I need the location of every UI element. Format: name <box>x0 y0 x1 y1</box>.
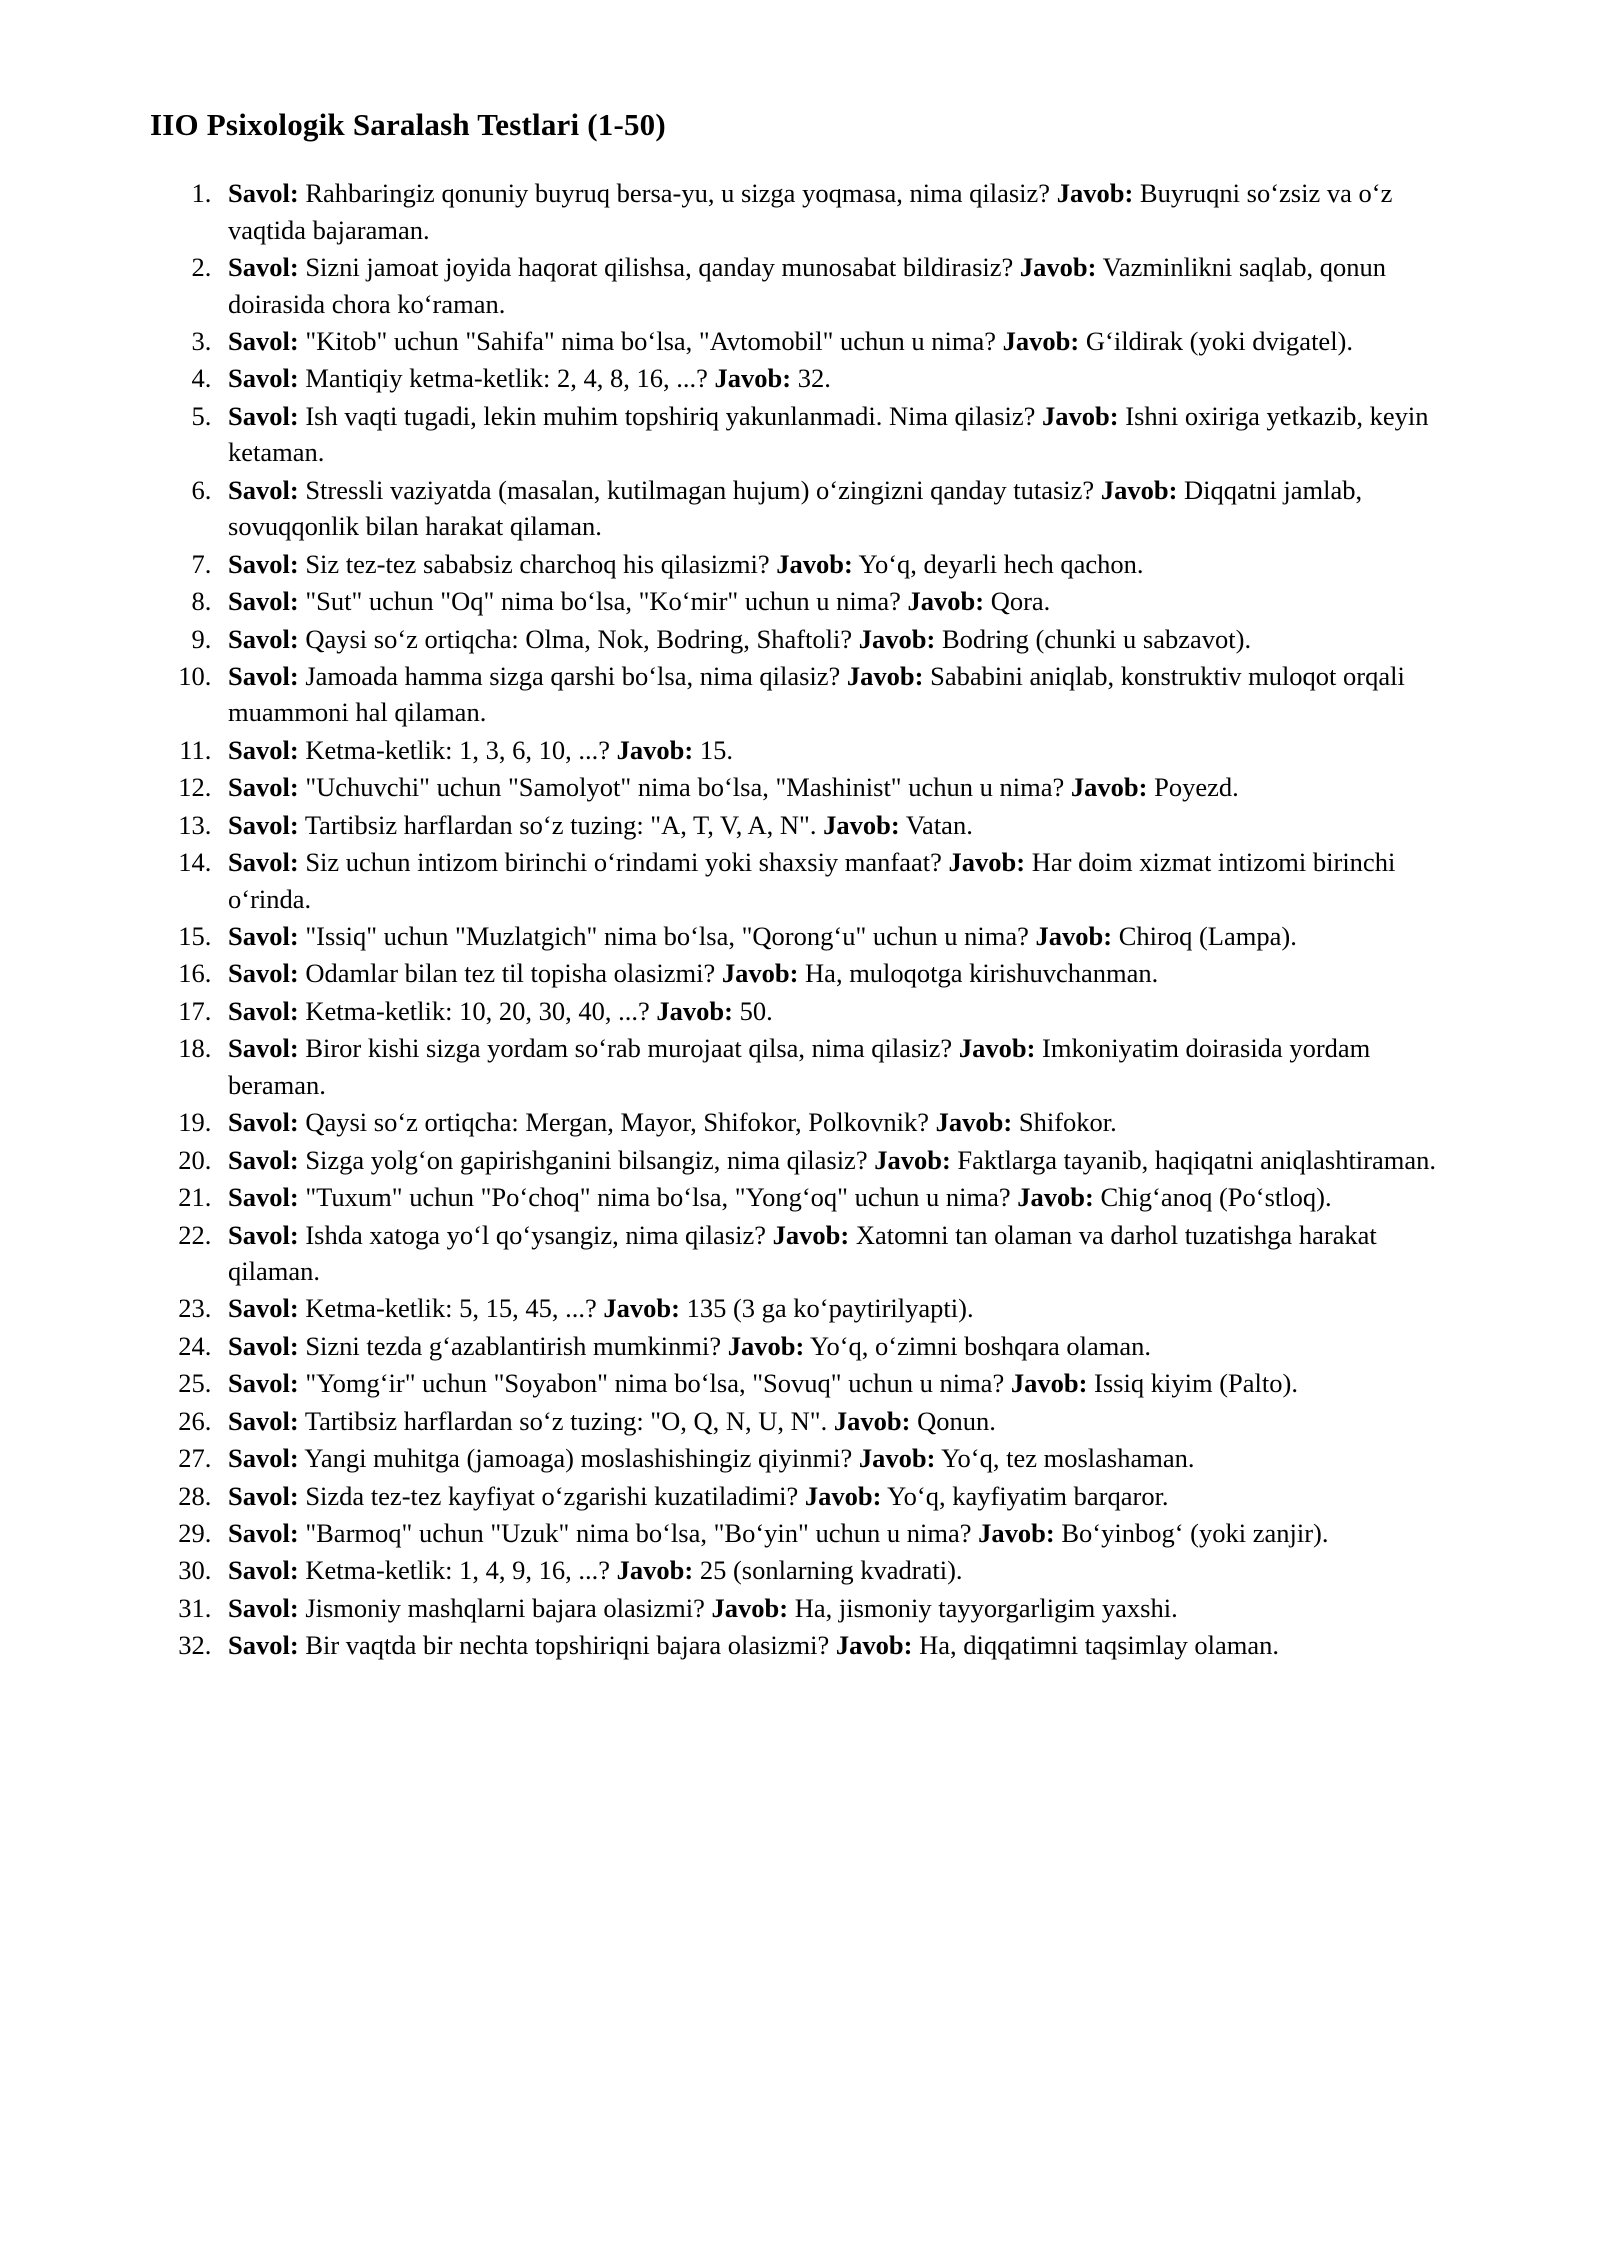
list-item <box>218 1217 1450 1290</box>
answer-text: Buyruqni so‘zsiz va o‘z vaqtida bajaraman. <box>228 178 1393 245</box>
question-text: Ishda xatoga yo‘l qo‘ysangiz, nima qilasiz? <box>305 1219 766 1250</box>
answer-text: Diqqatni jamlab, sovuqqonlik bilan harakat qilaman. <box>228 474 1363 542</box>
list-item <box>218 323 1450 359</box>
answer-text: Yo‘q, tez moslashaman. <box>941 1443 1195 1474</box>
list-item <box>218 1142 1450 1178</box>
question-label: Savol: <box>228 1630 299 1661</box>
list-item <box>218 1552 1450 1588</box>
answer-text: 50. <box>739 995 773 1026</box>
qa-list <box>150 175 1450 1664</box>
list-item <box>218 1179 1450 1215</box>
answer-text: G‘ildirak (yoki dvigatel). <box>1085 326 1354 357</box>
question-label: Savol: <box>228 1368 299 1399</box>
answer-text: 25 (sonlarning kvadrati). <box>699 1555 963 1586</box>
question-text: Ketma-ketlik: 1, 4, 9, 16, ...? <box>305 1555 610 1586</box>
question-text: Yangi muhitga (jamoaga) moslashishingiz qiyinmi? <box>304 1443 853 1474</box>
answer-label: Javob: <box>858 1443 936 1474</box>
list-item <box>218 658 1450 731</box>
question-text: Biror kishi sizga yordam so‘rab murojaat qilsa, nima qilasiz? <box>305 1033 953 1064</box>
question-text: Sizni tezda g‘azablantirish mumkinmi? <box>305 1330 722 1361</box>
answer-text: Chiroq (Lampa). <box>1118 921 1297 952</box>
question-label: Savol: <box>228 1405 299 1436</box>
question-text: "Yomg‘ir" uchun "Soyabon" nima bo‘lsa, "Sovuq" uchun u nima? <box>305 1368 1005 1399</box>
answer-text: Ishni oxiriga yetkazib, keyin ketaman. <box>228 400 1429 468</box>
answer-label: Javob: <box>776 548 853 579</box>
question-label: Savol: <box>228 178 299 209</box>
question-label: Savol: <box>228 548 299 579</box>
list-item <box>218 1590 1450 1626</box>
list-item <box>218 621 1450 657</box>
answer-text: 15. <box>699 734 733 765</box>
question-text: Ketma-ketlik: 5, 15, 45, ...? <box>305 1293 597 1324</box>
answer-label: Javob: <box>846 660 924 691</box>
question-label: Savol: <box>228 1555 299 1586</box>
question-label: Savol: <box>228 772 299 803</box>
answer-label: Javob: <box>711 1592 789 1623</box>
answer-label: Javob: <box>1035 921 1113 952</box>
answer-label: Javob: <box>1002 326 1080 357</box>
answer-label: Javob: <box>772 1219 850 1250</box>
list-item <box>218 1627 1450 1663</box>
question-label: Savol: <box>228 847 299 878</box>
answer-label: Javob: <box>874 1144 951 1175</box>
question-label: Savol: <box>228 1518 299 1549</box>
question-text: "Sut" uchun "Oq" nima bo‘lsa, "Ko‘mir" uchun u nima? <box>305 586 901 617</box>
answer-label: Javob: <box>656 995 733 1026</box>
question-label: Savol: <box>228 1182 299 1213</box>
answer-label: Javob: <box>1019 252 1097 283</box>
list-item <box>218 360 1450 396</box>
answer-label: Javob: <box>823 809 900 840</box>
answer-text: Qora. <box>990 586 1051 617</box>
list-item <box>218 955 1450 991</box>
answer-text: Ha, diqqatimni taqsimlay olaman. <box>919 1630 1279 1661</box>
list-item <box>218 918 1450 954</box>
answer-text: Xatomni tan olaman va darhol tuzatishga harakat qilaman. <box>228 1219 1377 1286</box>
answer-label: Javob: <box>907 586 985 617</box>
answer-label: Javob: <box>714 363 792 394</box>
list-item <box>218 1290 1450 1326</box>
question-label: Savol: <box>228 1107 299 1138</box>
list-item <box>218 844 1450 917</box>
question-label: Savol: <box>228 1033 299 1064</box>
answer-text: Qonun. <box>917 1405 996 1436</box>
question-text: Siz uchun intizom birinchi o‘rindami yoki shaxsiy manfaat? <box>305 847 942 878</box>
question-text: Ish vaqti tugadi, lekin muhim topshiriq yakunlanmadi. Nima qilasiz? <box>305 400 1036 431</box>
question-text: Sizga yolg‘on gapirishganini bilsangiz, nima qilasiz? <box>305 1144 868 1175</box>
answer-label: Javob: <box>1017 1182 1094 1213</box>
question-text: Stressli vaziyatda (masalan, kutilmagan hujum) o‘zingizni qanday tutasiz? <box>305 474 1095 505</box>
answer-text: Vatan. <box>905 809 973 840</box>
answer-label: Javob: <box>1100 474 1178 505</box>
question-text: Ketma-ketlik: 10, 20, 30, 40, ...? <box>305 995 650 1026</box>
answer-text: Vazminlikni saqlab, qonun doirasida chora ko‘raman. <box>228 252 1387 319</box>
question-text: Siz tez-tez sababsiz charchoq his qilasizmi? <box>305 548 770 579</box>
answer-label: Javob: <box>603 1293 680 1324</box>
question-text: Qaysi so‘z ortiqcha: Mergan, Mayor, Shifokor, Polkovnik? <box>305 1107 930 1138</box>
question-label: Savol: <box>228 995 299 1026</box>
answer-text: Poyezd. <box>1154 772 1239 803</box>
question-label: Savol: <box>228 921 299 952</box>
answer-label: Javob: <box>833 1405 911 1436</box>
question-label: Savol: <box>228 1592 299 1623</box>
answer-label: Javob: <box>1042 400 1119 431</box>
answer-label: Javob: <box>1070 772 1148 803</box>
answer-text: Yo‘q, o‘zimni boshqara olaman. <box>809 1330 1151 1361</box>
answer-label: Javob: <box>804 1480 882 1511</box>
question-text: Odamlar bilan tez til topisha olasizmi? <box>305 958 716 989</box>
answer-label: Javob: <box>835 1630 913 1661</box>
answer-text: 135 (3 ga ko‘paytirilyapti). <box>686 1293 974 1324</box>
answer-label: Javob: <box>978 1518 1055 1549</box>
answer-text: Yo‘q, deyarli hech qachon. <box>858 548 1144 579</box>
question-label: Savol: <box>228 474 299 505</box>
list-item <box>218 1515 1450 1551</box>
question-label: Savol: <box>228 1293 299 1324</box>
answer-label: Javob: <box>721 958 799 989</box>
question-text: "Barmoq" uchun "Uzuk" nima bo‘lsa, "Bo‘yin" uchun u nima? <box>305 1518 972 1549</box>
question-label: Savol: <box>228 1219 299 1250</box>
list-item <box>218 546 1450 582</box>
answer-text: Ha, muloqotga kirishuvchanman. <box>805 958 1159 989</box>
question-label: Savol: <box>228 1480 299 1511</box>
question-text: "Issiq" uchun "Muzlatgich" nima bo‘lsa, "Qorong‘u" uchun u nima? <box>305 921 1029 952</box>
answer-text: Sababini aniqlab, konstruktiv muloqot orqali muammoni hal qilaman. <box>228 660 1405 728</box>
question-text: Jamoada hamma sizga qarshi bo‘lsa, nima qilasiz? <box>305 660 841 691</box>
question-label: Savol: <box>228 252 299 283</box>
answer-text: Shifokor. <box>1018 1107 1117 1138</box>
answer-text: Bo‘yinbog‘ (yoki zanjir). <box>1061 1518 1329 1549</box>
page-title: IIO Psixologik Saralash Testlari (1-50) <box>150 107 666 142</box>
list-item <box>218 1328 1450 1364</box>
question-text: Bir vaqtda bir nechta topshiriqni bajara olasizmi? <box>305 1630 830 1661</box>
list-item <box>218 769 1450 805</box>
list-item <box>218 583 1450 619</box>
question-text: Tartibsiz harflardan so‘z tuzing: "O, Q, N, U, N". <box>304 1405 828 1436</box>
question-label: Savol: <box>228 326 299 357</box>
list-item <box>218 732 1450 768</box>
question-text: "Uchuvchi" uchun "Samolyot" nima bo‘lsa, "Mashinist" uchun u nima? <box>305 772 1065 803</box>
answer-text: Yo‘q, kayfiyatim barqaror. <box>887 1480 1169 1511</box>
answer-text: Issiq kiyim (Palto). <box>1094 1368 1298 1399</box>
question-label: Savol: <box>228 400 299 431</box>
list-item <box>218 1440 1450 1476</box>
list-item <box>218 807 1450 843</box>
question-text: Sizda tez-tez kayfiyat o‘zgarishi kuzatiladimi? <box>305 1480 799 1511</box>
question-text: Jismoniy mashqlarni bajara olasizmi? <box>305 1592 705 1623</box>
list-item <box>218 1365 1450 1401</box>
question-label: Savol: <box>228 958 299 989</box>
answer-text: Ha, jismoniy tayyorgarligim yaxshi. <box>794 1592 1178 1623</box>
question-text: Mantiqiy ketma-ketlik: 2, 4, 8, 16, ...? <box>305 363 708 394</box>
question-label: Savol: <box>228 623 299 654</box>
question-label: Savol: <box>228 586 299 617</box>
question-label: Savol: <box>228 1144 299 1175</box>
answer-label: Javob: <box>727 1330 805 1361</box>
answer-label: Javob: <box>616 734 694 765</box>
question-text: Qaysi so‘z ortiqcha: Olma, Nok, Bodring, Shaftoli? <box>305 623 853 654</box>
question-label: Savol: <box>228 1330 299 1361</box>
question-text: "Tuxum" uchun "Po‘choq" nima bo‘lsa, "Yong‘oq" uchun u nima? <box>305 1182 1011 1213</box>
question-label: Savol: <box>228 363 299 394</box>
question-text: Sizni jamoat joyida haqorat qilishsa, qanday munosabat bildirasiz? <box>305 252 1014 283</box>
list-item <box>218 1478 1450 1514</box>
answer-text: Bodring (chunki u sabzavot). <box>941 623 1252 654</box>
answer-label: Javob: <box>935 1107 1013 1138</box>
list-item <box>218 472 1450 545</box>
list-item <box>218 175 1450 248</box>
question-label: Savol: <box>228 734 299 765</box>
question-text: Rahbaringiz qonuniy buyruq bersa-yu, u sizga yoqmasa, nima qilasiz? <box>305 178 1051 209</box>
answer-label: Javob: <box>958 1033 1036 1064</box>
list-item <box>218 398 1450 471</box>
answer-text: Har doim xizmat intizomi birinchi o‘rinda. <box>228 847 1396 914</box>
list-item <box>218 1403 1450 1439</box>
question-text: Ketma-ketlik: 1, 3, 6, 10, ...? <box>305 734 610 765</box>
question-label: Savol: <box>228 1443 299 1474</box>
answer-label: Javob: <box>616 1555 694 1586</box>
list-item <box>218 993 1450 1029</box>
question-text: Tartibsiz harflardan so‘z tuzing: "A, T, V, A, N". <box>304 809 817 840</box>
answer-text: Chig‘anoq (Po‘stloq). <box>1100 1182 1332 1213</box>
answer-label: Javob: <box>1056 178 1134 209</box>
answer-text: Imkoniyatim doirasida yordam beraman. <box>228 1033 1371 1100</box>
answer-label: Javob: <box>948 847 1026 878</box>
answer-label: Javob: <box>1010 1368 1088 1399</box>
answer-label: Javob: <box>858 623 936 654</box>
question-label: Savol: <box>228 809 299 840</box>
list-item <box>218 249 1450 322</box>
question-text: "Kitob" uchun "Sahifa" nima bo‘lsa, "Avtomobil" uchun u nima? <box>305 326 997 357</box>
question-label: Savol: <box>228 660 299 691</box>
list-item <box>218 1030 1450 1103</box>
list-item <box>218 1104 1450 1140</box>
answer-text: Faktlarga tayanib, haqiqatni aniqlashtiraman. <box>957 1144 1437 1175</box>
answer-text: 32. <box>797 363 831 394</box>
